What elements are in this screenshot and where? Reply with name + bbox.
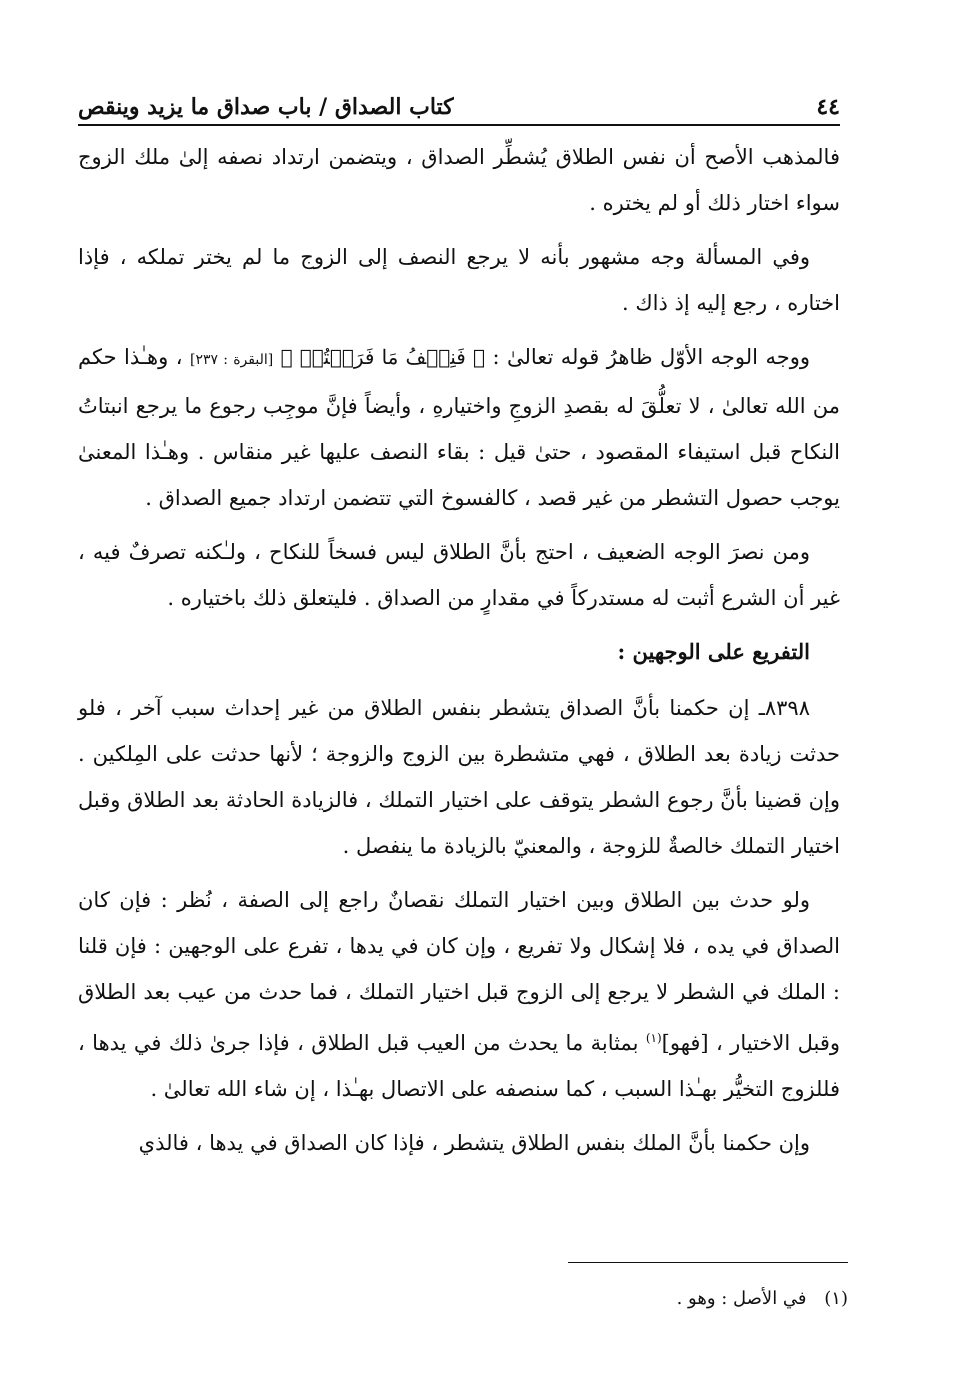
quran-quote: ﴿ فَنِصۡفُ مَا فَرَضۡتُمۡ ﴾ bbox=[280, 345, 485, 369]
paragraph: فالمذهب الأصح أن نفس الطلاق يُشطِّر الصداق ، ويتضمن ارتداد نصفه إلىٰ ملك الزوج سواء اختار ذلك أو لم يختره . bbox=[78, 145, 840, 215]
paragraph: ومن نصرَ الوجه الضعيف ، احتج بأنَّ الطلاق ليس فسخاً للنكاح ، ولـٰكنه تصرفٌ فيه ، غير أن الشرع أثبت له مستدركاً في مقدارٍ من الصداق . فليتعلق ذلك باختياره . bbox=[78, 540, 840, 610]
paragraph: ٨٣٩٨ـ إن حكمنا بأنَّ الصداق يتشطر بنفس الطلاق من غير إحداث سبب آخر ، فلو حدثت زيادة بعد الطلاق ، فهي متشطرة بين الزوج والزوجة ؛ لأنها حدثت على المِلكين . وإن قضينا بأنَّ رجوع الشطر يتوقف على اختيار التملك ، فالزيادة الحادثة بعد الطلاق وقبل اختيار التملك خالصةٌ للزوجة ، والمعنيّ بالزيادة ما ينفصل . bbox=[78, 696, 840, 858]
paragraph bbox=[78, 877, 840, 1112]
header-title: كتاب الصداق / باب صداق ما يزيد وينقص bbox=[78, 94, 454, 120]
section-heading: التفريع على الوجهين : bbox=[617, 639, 810, 664]
footnote-rule bbox=[568, 1262, 848, 1263]
paragraph-text: ووجه الوجه الأوّل ظاهرُ قوله تعالىٰ : bbox=[485, 345, 810, 369]
paragraph-text: ، وهـٰذا حكم من الله تعالىٰ ، لا تعلُّقَ له بقصدِ الزوجِ واختيارهِ ، وأيضاً فإنَّ موجِب رجوع ما يرجع انبتاتُ النكاح قبل استيفاء المقصود ، حتىٰ قيل : بقاء النصف عليها غير منقاس . وهـٰذا المعنىٰ يوجب حصول التشطر من غير قصد ، كالفسوخ التي تتضمن ارتداد جميع الصداق . bbox=[78, 345, 840, 510]
paragraph-text: ولو حدث بين الطلاق وبين اختيار التملك نقصانٌ راجع إلى الصفة ، نُظر : فإن كان الصداق في يده ، فلا إشكال ولا تفريع ، وإن كان في يدها ، تفرع على الوجهين : فإن قلنا : الملك في الشطر لا يرجع إلى الزوج قبل اختيار التملك ، فما حدث من عيب بعد الطلاق وقبل الاختيار ، [فهو] bbox=[78, 888, 840, 1055]
paragraph bbox=[78, 334, 840, 521]
footnote-marker: (١) bbox=[645, 1031, 662, 1045]
footnote bbox=[248, 1288, 848, 1309]
page-number: ٤٤ bbox=[816, 94, 840, 120]
paragraph-text: بمثابة ما يحدث من العيب قبل الطلاق ، فإذا جرىٰ ذلك في يدها ، فللزوج التخيُّر بهـٰذا السبب ، كما سنصفه على الاتصال بهـٰذا ، إن شاء الله تعالىٰ . bbox=[78, 1031, 840, 1101]
body-text bbox=[78, 134, 840, 1174]
footnote-text: في الأصل : وهو . bbox=[676, 1288, 807, 1309]
running-header bbox=[78, 86, 840, 126]
paragraph: وإن حكمنا بأنَّ الملك بنفس الطلاق يتشطر ، فإذا كان الصداق في يدها ، فالذي bbox=[138, 1131, 810, 1155]
quran-reference: [البقرة : ٢٣٧] bbox=[189, 352, 274, 368]
footnote-number: (١) bbox=[824, 1288, 848, 1309]
paragraph: وفي المسألة وجه مشهور بأنه لا يرجع النصف إلى الزوج ما لم يختر تملكه ، فإذا اختاره ، رجع إليه إذ ذاك . bbox=[78, 245, 840, 315]
